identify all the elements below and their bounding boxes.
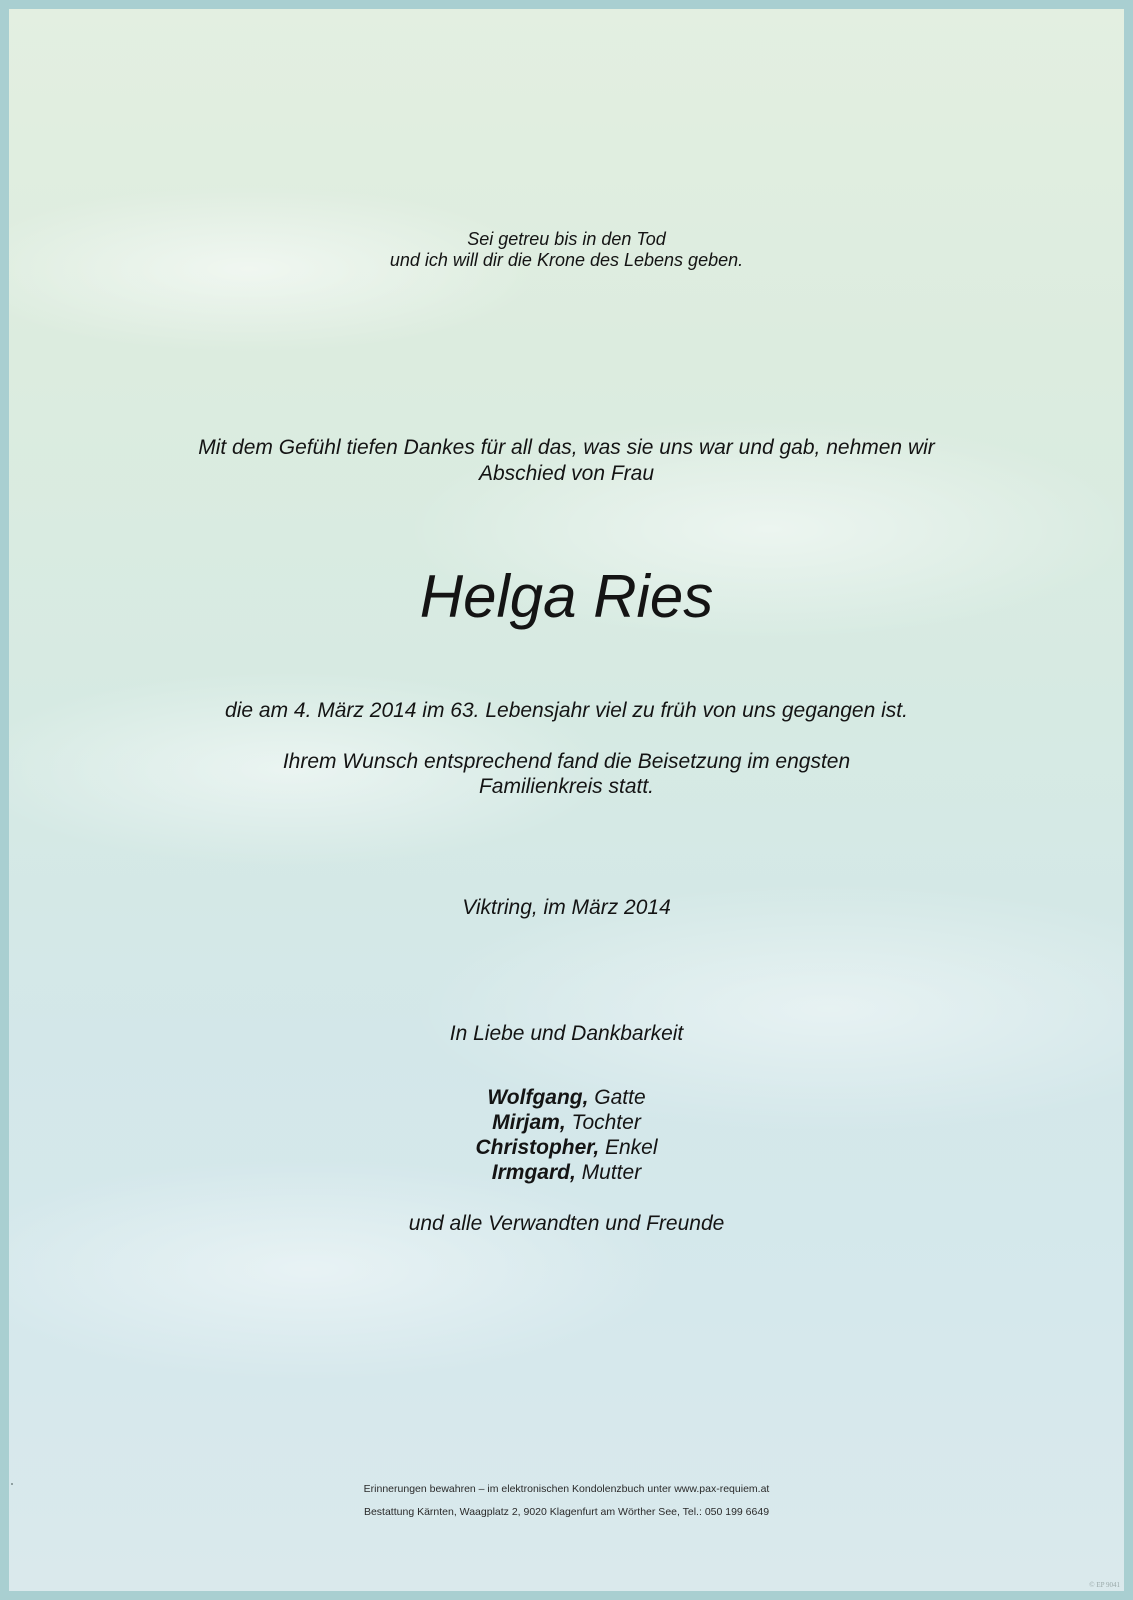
footer-condolence-line: Erinnerungen bewahren – im elektronischen Kondolenzbuch unter www.pax-requiem.at bbox=[363, 1483, 770, 1495]
mourner-irmgard bbox=[9, 1160, 1124, 1186]
mourner-name: Irmgard, bbox=[491, 1161, 576, 1184]
place-date: Viktring, im März 2014 bbox=[462, 896, 671, 919]
mourner-relation: Enkel bbox=[605, 1136, 658, 1159]
mourner-christopher bbox=[9, 1135, 1124, 1161]
intro-line-2: Abschied von Frau bbox=[478, 462, 655, 485]
burial-line-1: Ihrem Wunsch entsprechend fand die Beisetzung im engsten bbox=[282, 750, 851, 773]
death-notice: die am 4. März 2014 im 63. Lebensjahr viel zu früh von uns gegangen ist. bbox=[225, 699, 908, 722]
verse-line-2: und ich will dir die Krone des Lebens geben. bbox=[389, 250, 744, 270]
mourner-relation: Tochter bbox=[571, 1111, 641, 1134]
mourner-name: Mirjam, bbox=[492, 1111, 566, 1134]
mourner-name: Christopher, bbox=[475, 1136, 600, 1159]
intro-line-1: Mit dem Gefühl tiefen Dankes für all das, was sie uns war und gab, nehmen wir bbox=[198, 436, 935, 459]
mourner-wolfgang bbox=[9, 1085, 1124, 1111]
footer-undertaker-line: Bestattung Kärnten, Waagplatz 2, 9020 Klagenfurt am Wörther See, Tel.: 050 199 6649 bbox=[363, 1506, 770, 1518]
mourner-relation: Gatte bbox=[594, 1086, 646, 1109]
burial-line-2: Familienkreis statt. bbox=[478, 775, 655, 798]
form-code: © EP 9041 bbox=[1089, 1581, 1120, 1589]
closing-phrase: In Liebe und Dankbarkeit bbox=[449, 1022, 684, 1045]
other-mourners: und alle Verwandten und Freunde bbox=[408, 1212, 725, 1235]
scan-speck bbox=[11, 1483, 13, 1485]
deceased-name: Helga Ries bbox=[419, 563, 714, 630]
mourner-mirjam bbox=[9, 1110, 1124, 1136]
mourner-relation: Mutter bbox=[581, 1161, 642, 1184]
verse-line-1: Sei getreu bis in den Tod bbox=[467, 229, 666, 249]
mourner-name: Wolfgang, bbox=[487, 1086, 589, 1109]
